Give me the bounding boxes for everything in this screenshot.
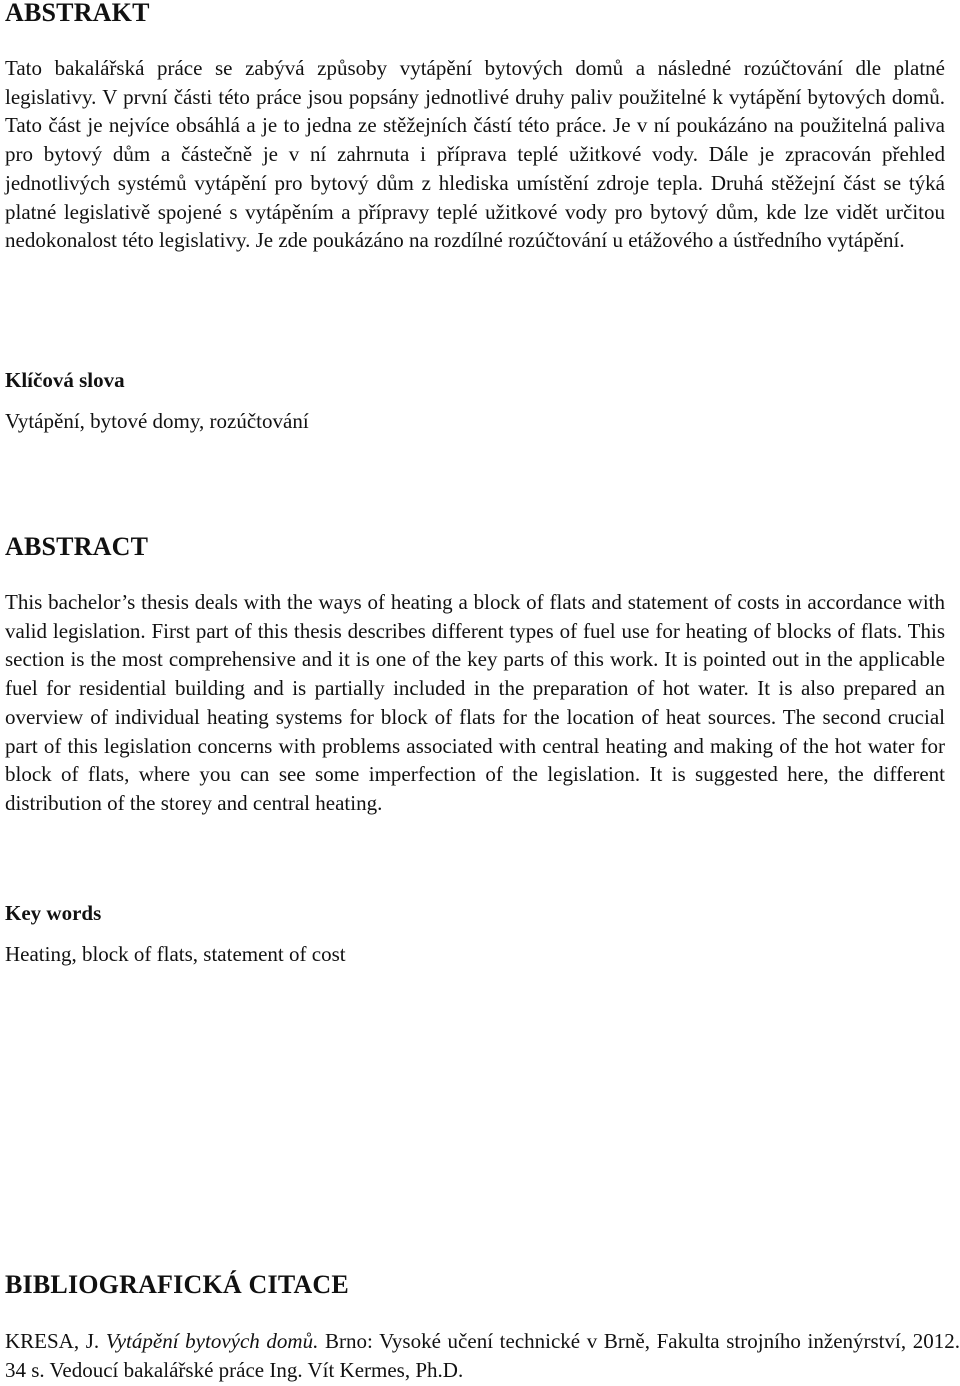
abstract-heading: ABSTRACT	[5, 532, 149, 561]
klicova-slova-heading: Klíčová slova	[5, 368, 125, 392]
citation-title: Vytápění bytových domů.	[105, 1329, 319, 1353]
citation-text	[5, 1327, 960, 1384]
key-words-text: Heating, block of flats, statement of cost	[5, 942, 346, 966]
abstrakt-text: Tato bakalářská práce se zabývá způsoby vytápění bytových domů a následné rozúčtování dle platné legislativy. V první části této práce jsou popsány jednotlivé druhy paliv použitelné k vytápění bytových domů. Tato část je nejvíce obsáhlá a je to jedna ze stěžejních částí této práce. Je v ní poukázáno na použitelná paliva pro bytový dům a částečně je v ní zahrnuta i příprava teplé užitkové vody. Dále je zpracován přehled jednotlivých systémů vytápění pro bytový dům z hlediska umístění zdroje tepla. Druhá stěžejní část se týká platné legislativě spojené s vytápěním a přípravy teplé užitkové vody pro bytový dům, kde lze vidět určitou nedokonalost této legislativy. Je zde poukázáno na rozdílné rozúčtování u etážového a ústředního vytápění.	[5, 56, 945, 253]
key-words-heading: Key words	[5, 901, 102, 925]
klicova-slova-text: Vytápění, bytové domy, rozúčtování	[5, 409, 309, 433]
bibliograficka-citace-heading: BIBLIOGRAFICKÁ CITACE	[5, 1270, 349, 1299]
abstract-text: This bachelor’s thesis deals with the ways of heating a block of flats and statement of costs in accordance with valid legislation. First part of this thesis describes different types of fuel use for heating of blocks of flats. This section is the most comprehensive and it is one of the key parts of this work. It is pointed out in the applicable fuel for residential building and is partially included in the preparation of hot water. It is also prepared an overview of individual heating systems for block of flats for the location of heat sources. The second crucial part of this legislation concerns with problems associated with central heating and making of the hot water for block of flats, where you can see some imperfection of the legislation. It is suggested here, the different distribution of the storey and central heating.	[5, 590, 945, 815]
citation-author: KRESA, J.	[5, 1329, 100, 1353]
abstrakt-heading: ABSTRAKT	[5, 0, 150, 27]
citation-details: Brno: Vysoké učení technické v Brně, Fakulta strojního inženýrství, 2012. 34 s. Vedoucí bakalářské práce Ing. Vít Kermes, Ph.D.	[5, 1329, 960, 1382]
